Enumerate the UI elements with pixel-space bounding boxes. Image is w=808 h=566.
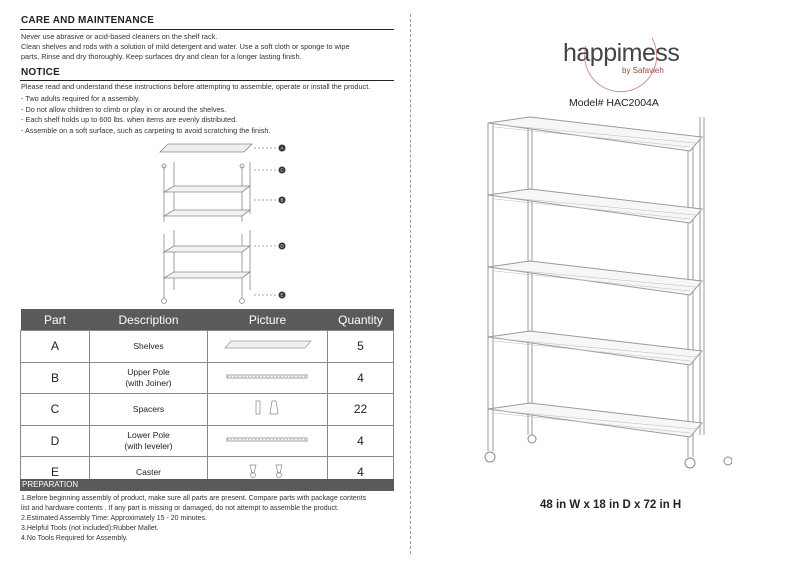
header-part: Part xyxy=(21,309,90,331)
upper-pole-picture xyxy=(208,362,328,394)
shelving-unit-illustration xyxy=(476,113,732,473)
page-divider xyxy=(410,14,411,554)
parts-table-header xyxy=(21,309,394,331)
care-line: Clean shelves and rods with a solution of mild detergent and water. Use a soft cloth or sponge to wipe xyxy=(21,42,350,51)
header-description: Description xyxy=(90,309,208,331)
header-quantity: Quantity xyxy=(328,309,394,331)
part-letter: E xyxy=(21,457,90,489)
care-text xyxy=(21,32,401,62)
caster-wheel xyxy=(485,452,495,462)
desc-line: Caster xyxy=(135,466,162,477)
diagram-letter: D xyxy=(280,243,284,249)
diagram-letter: C xyxy=(280,167,284,173)
part-description xyxy=(90,394,208,426)
diagram-letter: A xyxy=(280,145,284,151)
brand-logo: happimess xyxy=(563,39,680,67)
care-line: Never use abrasive or acid-based cleaners on the shelf rack. xyxy=(21,32,218,41)
part-quantity: 22 xyxy=(328,394,394,426)
preparation-list xyxy=(21,494,406,544)
caster-wheel xyxy=(724,457,732,465)
part-quantity: 5 xyxy=(328,331,394,363)
part-description xyxy=(90,362,208,394)
shelf-tier xyxy=(488,189,702,223)
care-line: parts. Rinse and dry thoroughly. Keep surfaces dry and clean for a longer lasting finish. xyxy=(21,52,302,61)
table-row xyxy=(21,425,394,457)
desc-line: Spacers xyxy=(132,403,165,414)
table-row xyxy=(21,331,394,363)
notice-rule xyxy=(20,80,394,81)
desc-line: (with leveler) xyxy=(124,440,173,451)
table-row xyxy=(21,394,394,426)
notice-item: - Two adults required for a assembly. xyxy=(21,94,140,103)
part-letter: C xyxy=(21,394,90,426)
notice-item: - Do not allow children to climb or play in or around the shelves. xyxy=(21,104,227,114)
diagram-letter: B xyxy=(280,197,284,203)
part-description xyxy=(90,331,208,363)
notice-item: - Each shelf holds up to 600 lbs. when items are evenly distributed. xyxy=(21,115,238,124)
notice-intro: Please read and understand these instructions before attempting to assemble, operate or install the product. xyxy=(21,82,371,91)
prep-item: list and hardware contents . If any part is missing or damaged, do not attempt to assemble the product. xyxy=(21,505,339,512)
part-quantity: 4 xyxy=(328,457,394,489)
shelf-picture xyxy=(208,331,328,363)
prep-item: 2.Estimated Assembly Time: Approximately 15 - 20 minutes. xyxy=(21,515,207,522)
shelf-tier xyxy=(488,331,702,365)
part-letter: A xyxy=(21,331,90,363)
spacers-picture xyxy=(208,394,328,426)
prep-item: 3.Helpful Tools (not included):Rubber Mallet. xyxy=(21,525,159,532)
shelf-tier xyxy=(488,403,702,437)
notice-item: - Assemble on a soft surface, such as carpeting to avoid scratching the finish. xyxy=(21,125,271,135)
care-rule xyxy=(20,29,394,30)
diagram-shelf-a xyxy=(160,144,252,152)
notice-list xyxy=(21,94,401,136)
part-quantity: 4 xyxy=(328,425,394,457)
part-quantity: 4 xyxy=(328,362,394,394)
product-dimensions: 48 in W x 18 in D x 72 in H xyxy=(540,499,682,511)
prep-item: 1.Before beginning assembly of product, make sure all parts are present. Compare parts with package contents xyxy=(21,495,367,502)
part-description xyxy=(90,425,208,457)
shelf-tier xyxy=(488,261,702,295)
desc-line: (with Joiner) xyxy=(125,377,172,388)
caster-wheel xyxy=(528,435,536,443)
notice-title: NOTICE xyxy=(21,67,60,78)
shelf-tier xyxy=(488,117,702,151)
desc-line: Upper Pole xyxy=(127,366,170,377)
model-number: Model# HAC2004A xyxy=(569,97,659,109)
prep-item: 4.No Tools Required for Assembly. xyxy=(21,535,128,542)
brand-sub: by Safavieh xyxy=(622,66,664,75)
desc-line: Shelves xyxy=(133,340,164,351)
preparation-title: PREPARATION xyxy=(20,479,394,491)
table-row xyxy=(21,362,394,394)
parts-table xyxy=(20,309,394,489)
part-letter: B xyxy=(21,362,90,394)
part-letter: D xyxy=(21,425,90,457)
care-title: CARE AND MAINTENANCE xyxy=(21,15,155,26)
header-picture: Picture xyxy=(208,309,328,331)
desc-line: Lower Pole xyxy=(127,429,170,440)
caster-wheel xyxy=(685,458,695,468)
diagram-letter: E xyxy=(280,292,284,298)
exploded-assembly-diagram xyxy=(150,138,300,308)
lower-pole-picture xyxy=(208,425,328,457)
